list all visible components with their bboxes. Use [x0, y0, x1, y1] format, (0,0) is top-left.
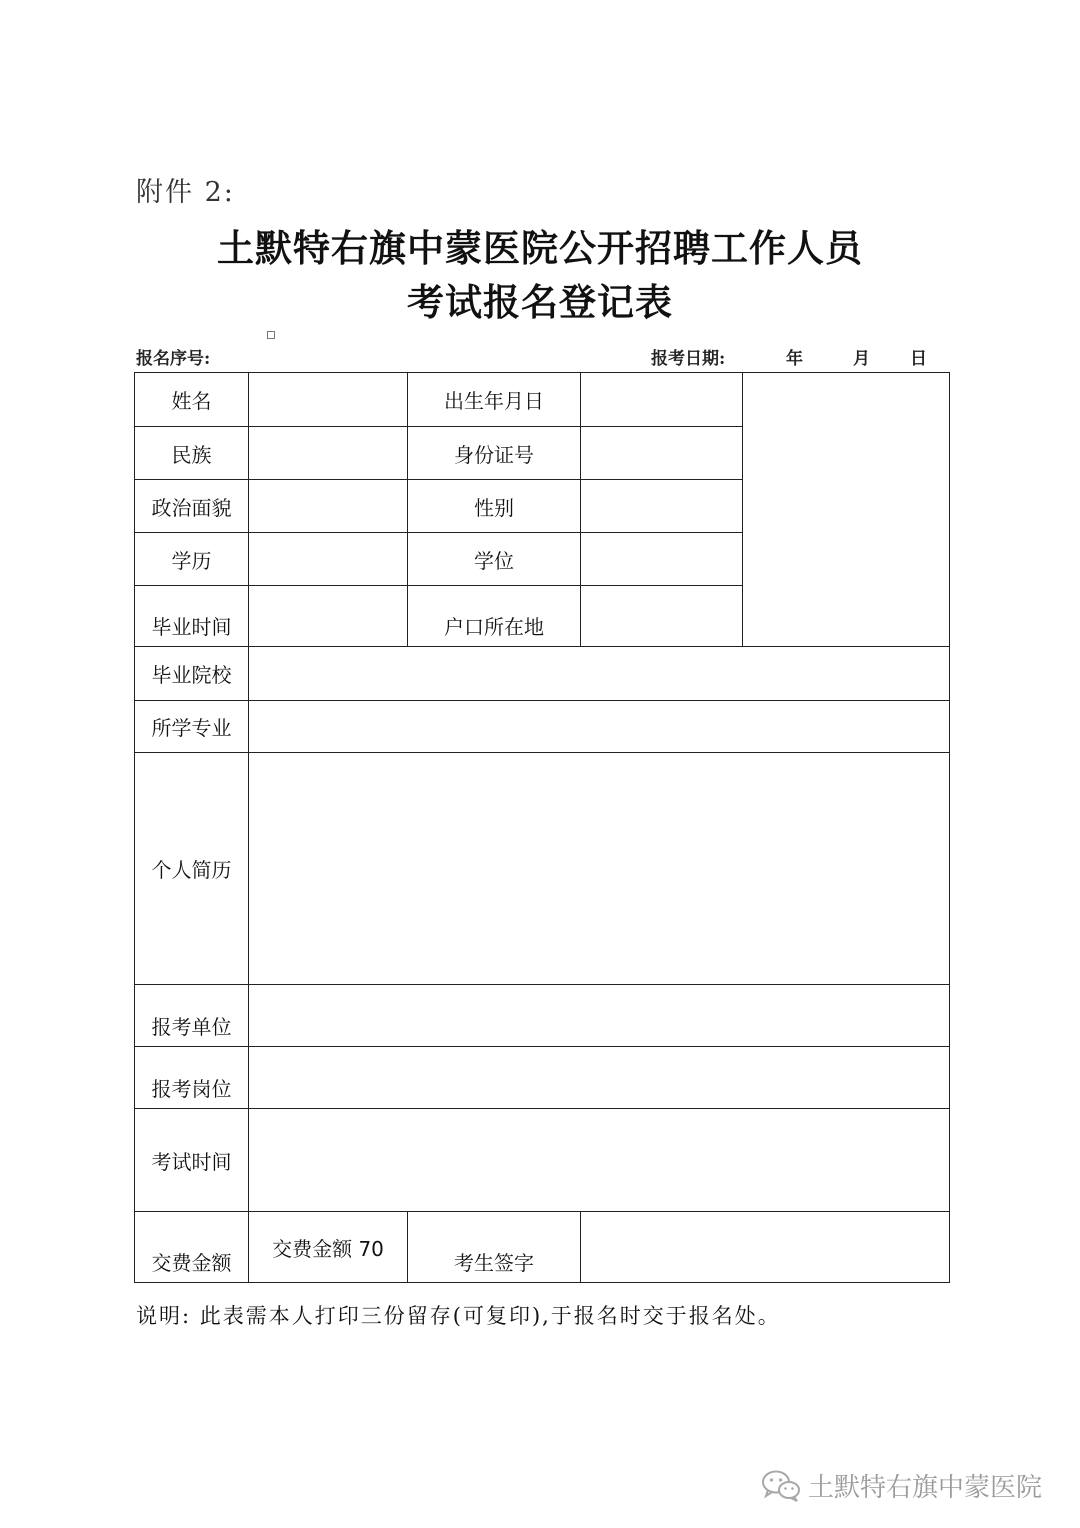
- fee-label: 交费金额: [135, 1212, 249, 1283]
- form-row: [135, 701, 950, 753]
- hukou-label: 户口所在地: [408, 586, 581, 647]
- form-row: [135, 1109, 950, 1212]
- name-label: 姓名: [135, 373, 249, 427]
- major-label: 所学专业: [135, 701, 249, 753]
- form-row: [135, 647, 950, 701]
- attachment-label: 附件 2:: [136, 177, 235, 208]
- form-row: [135, 1212, 950, 1283]
- form-row: [135, 373, 950, 427]
- watermark: [760, 1465, 1042, 1505]
- applied-position-field[interactable]: [249, 1047, 950, 1109]
- form-title-line-2: 考试报名登记表: [407, 280, 673, 324]
- political-status-field[interactable]: [249, 480, 408, 533]
- wechat-icon: [760, 1467, 802, 1503]
- school-label: 毕业院校: [135, 647, 249, 701]
- gender-label: 性别: [408, 480, 581, 533]
- form-row: [135, 985, 950, 1047]
- signature-label: 考生签字: [408, 1212, 581, 1283]
- exam-date-label: 报考日期:: [651, 349, 726, 369]
- degree-field[interactable]: [581, 533, 743, 586]
- form-title-line-1: 土默特右旗中蒙医院公开招聘工作人员: [217, 226, 863, 270]
- date-year-label: 年: [786, 349, 803, 369]
- name-field[interactable]: [249, 373, 408, 427]
- id-number-label: 身份证号: [408, 427, 581, 480]
- signature-field[interactable]: [581, 1212, 950, 1283]
- fee-amount-value[interactable]: 交费金额 70: [249, 1212, 408, 1283]
- small-square-mark: [267, 331, 275, 339]
- photo-area[interactable]: [743, 373, 950, 647]
- graduation-time-label: 毕业时间: [135, 586, 249, 647]
- resume-field[interactable]: [249, 753, 950, 985]
- id-number-field[interactable]: [581, 427, 743, 480]
- degree-label: 学位: [408, 533, 581, 586]
- exam-time-field[interactable]: [249, 1109, 950, 1212]
- hukou-field[interactable]: [581, 586, 743, 647]
- ethnicity-label: 民族: [135, 427, 249, 480]
- form-row: [135, 1047, 950, 1109]
- major-field[interactable]: [249, 701, 950, 753]
- footer-note: 说明: 此表需本人打印三份留存(可复印),于报名时交于报名处。: [136, 1304, 781, 1328]
- date-month-label: 月: [853, 349, 870, 369]
- exam-time-label: 考试时间: [135, 1109, 249, 1212]
- education-label: 学历: [135, 533, 249, 586]
- education-field[interactable]: [249, 533, 408, 586]
- ethnicity-field[interactable]: [249, 427, 408, 480]
- applied-unit-field[interactable]: [249, 985, 950, 1047]
- date-day-label: 日: [910, 349, 927, 369]
- applied-position-label: 报考岗位: [135, 1047, 249, 1109]
- serial-number-label: 报名序号:: [136, 349, 211, 369]
- political-status-label: 政治面貌: [135, 480, 249, 533]
- graduation-time-field[interactable]: [249, 586, 408, 647]
- birth-date-label: 出生年月日: [408, 373, 581, 427]
- registration-form-table: [134, 372, 950, 1283]
- birth-date-field[interactable]: [581, 373, 743, 427]
- applied-unit-label: 报考单位: [135, 985, 249, 1047]
- resume-label: 个人简历: [135, 753, 249, 985]
- school-field[interactable]: [249, 647, 950, 701]
- form-row: [135, 753, 950, 985]
- watermark-text: 土默特右旗中蒙医院: [808, 1472, 1043, 1503]
- gender-field[interactable]: [581, 480, 743, 533]
